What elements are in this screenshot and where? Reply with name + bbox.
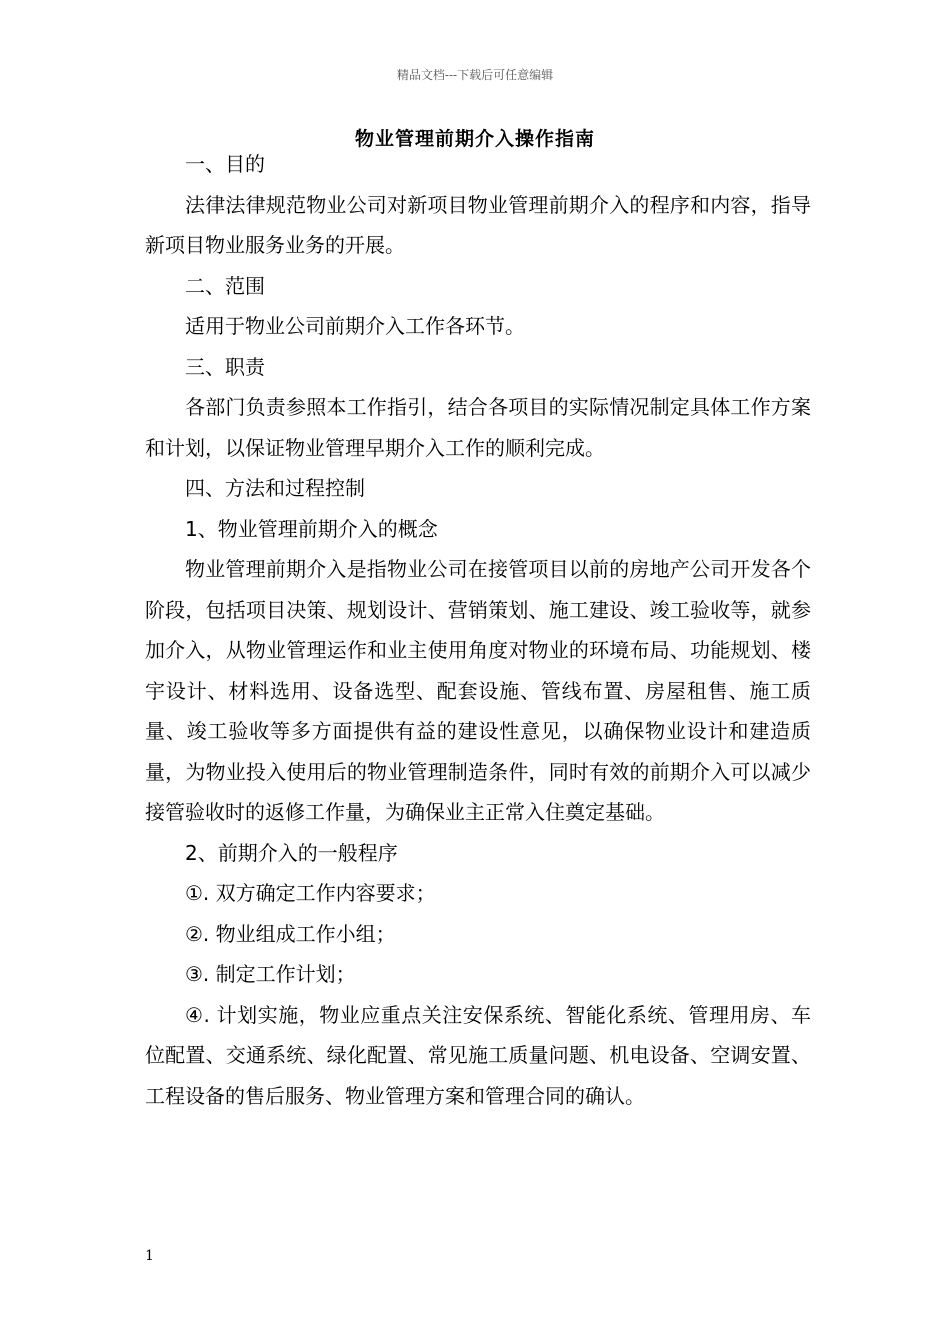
paragraph-purpose: 法律法律规范物业公司对新项目物业管理前期介入的程序和内容，指导新项目物业服务业务的开展。 (145, 192, 811, 257)
page-header-note: 精品文档---下载后可任意编辑 (396, 68, 554, 82)
subsection-heading-procedure: 2、前期介入的一般程序 (185, 840, 398, 865)
section-heading-responsibility: 三、职责 (185, 354, 265, 379)
page-number: 1 (145, 1248, 154, 1264)
section-heading-scope: 二、范围 (185, 273, 265, 298)
section-heading-method: 四、方法和过程控制 (185, 476, 365, 500)
section-heading-purpose: 一、目的 (185, 152, 265, 176)
document-title: 物业管理前期介入操作指南 (354, 128, 595, 150)
procedure-step-3: ③. 制定工作计划； (185, 962, 356, 986)
document-body (145, 144, 811, 1116)
subsection-heading-concept: 1、物业管理前期介入的概念 (185, 516, 438, 541)
procedure-step-1: ①. 双方确定工作内容要求； (185, 881, 436, 905)
procedure-step-2: ②. 物业组成工作小组； (185, 921, 396, 946)
paragraph-concept: 物业管理前期介入是指物业公司在接管项目以前的房地产公司开发各个阶段，包括项目决策、规划设计、营销策划、施工建设、竣工验收等，就参加介入，从物业管理运作和业主使用角度对物业的环境布局、功能规划、楼宇设计、材料选用、设备选型、配套设施、管线布置、房屋租售、施工质量、竣工验收等多方面提供有益的建设性意见，以确保物业设计和建造质量，为物业投入使用后的物业管理制造条件，同时有效的前期介入可以减少接管验收时的返修工作量，为确保业主正常入住奠定基础。 (145, 557, 811, 824)
procedure-step-4: ④. 计划实施，物业应重点关注安保系统、智能化系统、管理用房、车位配置、交通系统、绿化配置、常见施工质量问题、机电设备、空调安置、工程设备的售后服务、物业管理方案和管理合同的确认。 (145, 1002, 811, 1108)
paragraph-responsibility: 各部门负责参照本工作指引，结合各项目的实际情况制定具体工作方案和计划，以保证物业管理早期介入工作的顺利完成。 (145, 395, 811, 460)
paragraph-scope: 适用于物业公司前期介入工作各环节。 (185, 314, 525, 338)
